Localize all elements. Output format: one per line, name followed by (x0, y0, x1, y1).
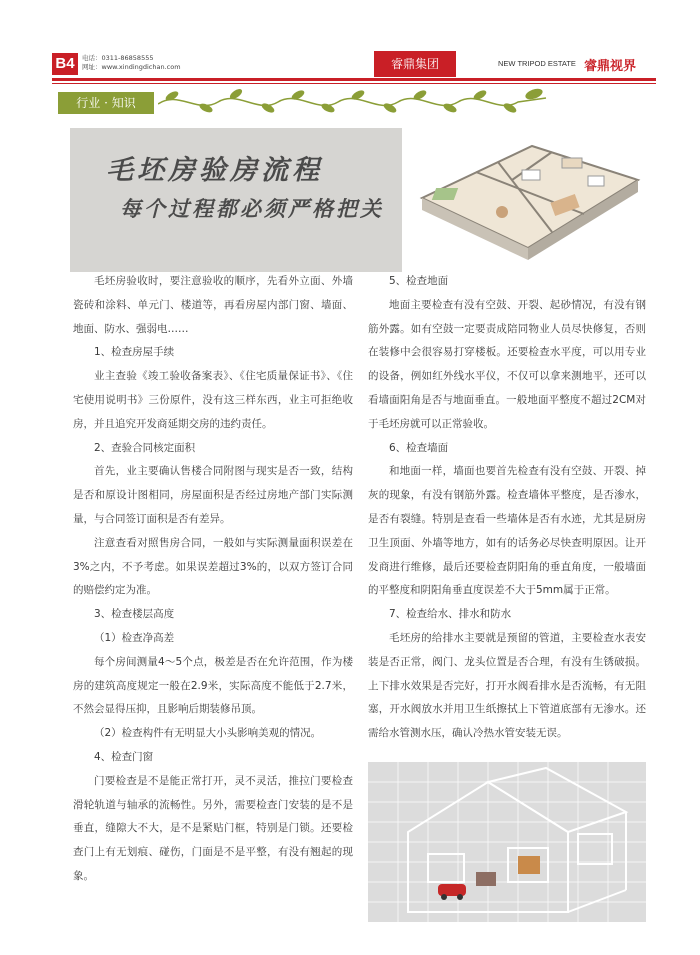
brand-label: 睿鼎集团 (374, 51, 456, 77)
page-header (52, 51, 656, 77)
page-number: B4 (52, 53, 78, 75)
phone-text: 电话：0311-86858555 (82, 54, 154, 62)
contact-info (82, 54, 181, 72)
left-column (73, 270, 353, 889)
body-paragraph: 毛坯房的给排水主要就是预留的管道，主要检查水表安装是否正常，阀门、龙头位置是否合理，有没有生锈破损。上下排水效果是否完好，打开水阀看排水是否流畅，有无阻塞，开水阀放水并用卫生纸擦拭上下管道底部有无渗水。还需给水管测水压，确认冷热水管安装无误。 (368, 631, 646, 740)
section-heading: 4、检查门窗 (94, 750, 154, 763)
body-paragraph: 每个房间测量4～5个点，极差是否在允许范围，作为楼房的建筑高度规定一般在2.9米，实际高度不能低于2.7米，不然会显得压抑，且影响后期装修吊顶。 (73, 655, 353, 716)
house-wireframe-image (368, 762, 646, 922)
right-column (368, 270, 646, 746)
body-paragraph: 和地面一样，墙面也要首先检查有没有空鼓、开裂、掉灰的现象，有没有钢筋外露。检查墙体平整度，是否渗水，是否有裂缝。特别是查看一些墙体是否有水迹，尤其是厨房卫生顶面、外墙等地方，如有的话务必尽快查明原因。让开发商进行维修，最后还要检查阴阳角的垂直角度，一般墙面的平整度和阴阳角垂直度误差不大于5mm属于正常。 (368, 465, 646, 597)
section-heading: 7、检查给水、排水和防水 (389, 608, 512, 621)
header-rule (52, 78, 656, 81)
section-heading: 5、检查地面 (389, 275, 449, 287)
section-heading: 2、查验合同核定面积 (94, 441, 196, 454)
intro-paragraph: 毛坯房验收时，要注意验收的顺序，先看外立面、外墙瓷砖和涂料、单元门、楼道等，再看房屋内部门窗、墙面、地面、防水、强弱电…… (73, 275, 353, 335)
body-paragraph: 首先，业主要确认售楼合同附图与现实是否一致，结构是否和原设计图相同，房屋面积是否经过房地产部门实际测量，与合同签订面积是否有差异。 (73, 465, 353, 525)
vine-decoration (158, 86, 548, 116)
header-rule-thin (52, 83, 656, 84)
article-subtitle: 每个过程都必须严格把关 (120, 196, 384, 221)
section-heading: 1、检查房屋手续 (94, 346, 175, 359)
english-name: NEW TRIPOD ESTATE (498, 59, 576, 68)
website-text: 网址：www.xindingdichan.com (82, 63, 181, 71)
article-title: 毛坯房验房流程 (106, 155, 323, 186)
section-tag: 行业 · 知识 (58, 92, 154, 114)
body-paragraph: 门要检查是不是能正常打开，灵不灵活，推拉门要检查滑轮轨道与轴承的流畅性。另外，需要检查门安装的是不是垂直，缝隙大不大，是不是紧贴门框，特别是门锁。还要检查门上有无划痕、碰伤，门面是不是平整，有没有翘起的现象。 (73, 774, 353, 882)
body-paragraph: 业主查验《竣工验收备案表》、《住宅质量保证书》、《住宅使用说明书》三份原件，没有这三样东西，业主可拒绝收房，并且追究开发商延期交房的违约责任。 (73, 370, 353, 430)
sub-heading: （2）检查构件有无明显大小头影响美观的情况。 (94, 727, 322, 740)
body-paragraph: 地面主要检查有没有空鼓、开裂、起砂情况，有没有钢筋外露。如有空鼓一定要责成陪同物业人员尽快修复，否则在装修中会很容易打穿楼板。还要检查水平度，可以用专业的设备，例如红外线水平仪，不仅可以拿来测地平，还可以看墙面阳角是否与地面垂直。一般地面平整度不超过2CM对于毛坯房就可以正常验收。 (368, 298, 646, 430)
section-heading: 3、检查楼层高度 (94, 608, 175, 621)
section-heading: 6、检查墙面 (389, 441, 449, 454)
sub-heading: （1）检查净高差 (94, 631, 175, 644)
floorplan-image (402, 128, 646, 272)
body-paragraph: 注意查看对照售房合同，一般如与实际测量面积误差在3%之内，不予考虑。如果误差超过3%的，以双方签订合同的赔偿约定为准。 (73, 536, 353, 597)
column-title: 睿鼎视界 (584, 59, 637, 74)
